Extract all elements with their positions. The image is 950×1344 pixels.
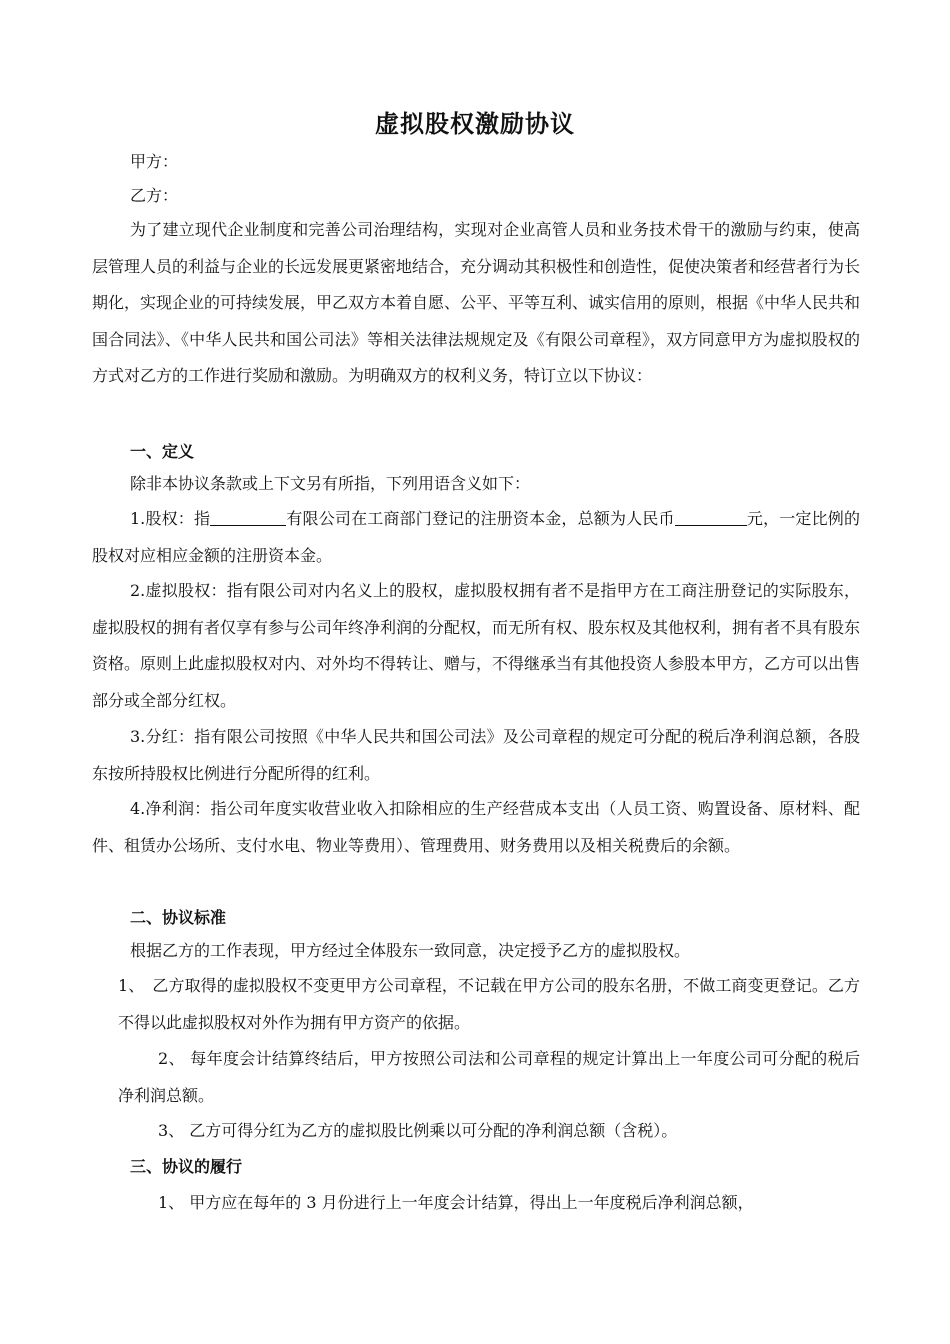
definition-equity [92, 501, 860, 574]
section2-item3: 3、 乙方可得分红为乙方的虚拟股比例乘以可分配的净利润总额（含税）。 [158, 1121, 678, 1140]
party-a-label: 甲方： [130, 152, 179, 171]
section2-lead: 根据乙方的工作表现，甲方经过全体股东一致同意，决定授予乙方的虚拟股权。 [130, 941, 691, 960]
section2-heading: 二、协议标准 [130, 908, 227, 927]
section1-lead: 除非本协议条款或上下文另有所指，下列用语含义如下： [130, 474, 531, 493]
capital-amount-blank [675, 509, 747, 526]
section2-item1: 1、 乙方取得的虚拟股权不变更甲方公司章程，不记载在甲方公司的股东名册，不做工商变更登记。乙方不得以此虚拟股权对外作为拥有甲方资产的依据。 [118, 976, 860, 1032]
definition-equity-part3: 元，一定比例的股权对应相应金额的注册资本金。 [92, 509, 860, 565]
section3-item1: 1、 甲方应在每年的 3 月份进行上一年度会计结算，得出上一年度税后净利润总额， [158, 1193, 754, 1212]
definition-equity-part1: 1.股权：指 [130, 509, 211, 528]
section3-heading: 三、协议的履行 [130, 1157, 243, 1176]
party-b-label: 乙方： [130, 186, 179, 205]
section2-item2: 2、 每年度会计结算终结后，甲方按照公司法和公司章程的规定计算出上一年度公司可分配的税后净利润总额。 [118, 1049, 860, 1105]
definition-net-profit: 4.净利润：指公司年度实收营业收入扣除相应的生产经营成本支出（人员工资、购置设备、原材料、配件、租赁办公场所、支付水电、物业等费用）、管理费用、财务费用以及相关税费后的余额。 [92, 799, 860, 855]
definition-equity-part2: 有限公司在工商部门登记的注册资本金，总额为人民币 [286, 509, 675, 528]
company-name-blank [210, 509, 286, 526]
document-title: 虚拟股权激励协议 [375, 109, 575, 138]
intro-paragraph: 为了建立现代企业制度和完善公司治理结构，实现对企业高管人员和业务技术骨干的激励与约束，使高层管理人员的利益与企业的长远发展更紧密地结合，充分调动其积极性和创造性，促使决策者和经营者行为长期化，实现企业的可持续发展，甲乙双方本着自愿、公平、平等互利、诚实信用的原则，根据《中华人民共和国合同法》、《中华人民共和国公司法》等相关法律法规规定及《有限公司章程》，双方同意甲方为虚拟股权的方式对乙方的工作进行奖励和激励。为明确双方的权利义务，特订立以下协议： [92, 220, 861, 385]
section1-heading: 一、定义 [130, 442, 195, 461]
definition-virtual-equity: 2.虚拟股权：指有限公司对内名义上的股权，虚拟股权拥有者不是指甲方在工商注册登记的实际股东，虚拟股权的拥有者仅享有参与公司年终净利润的分配权，而无所有权、股东权及其他权利，拥有者不具有股东资格。原则上此虚拟股权对内、对外均不得转让、赠与，不得继承当有其他投资人参股本甲方，乙方可以出售部分或全部分红权。 [92, 581, 861, 710]
definition-dividend: 3.分红：指有限公司按照《中华人民共和国公司法》及公司章程的规定可分配的税后净利润总额，各股东按所持股权比例进行分配所得的红利。 [92, 727, 860, 783]
